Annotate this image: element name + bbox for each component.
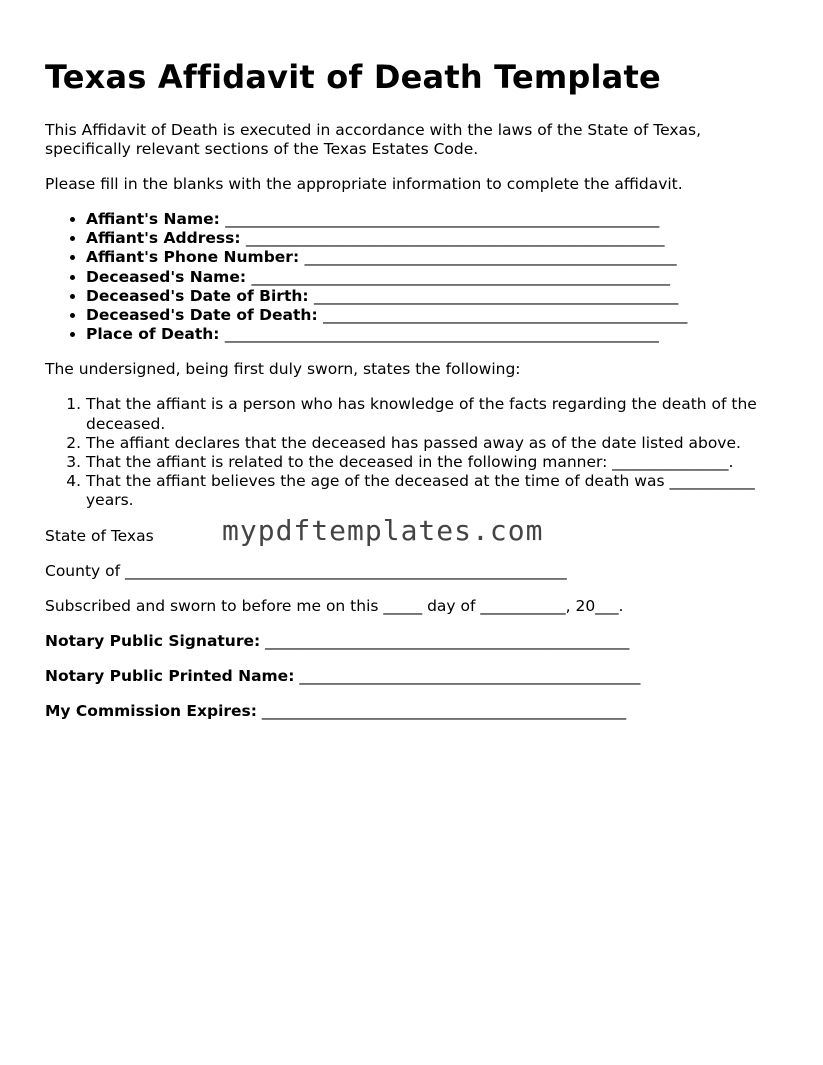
field-deceased-birth-date[interactable] bbox=[86, 287, 785, 306]
field-blank[interactable]: ________________________________________________________ bbox=[225, 210, 660, 228]
state-line bbox=[45, 513, 785, 547]
notary-printed-name-line[interactable] bbox=[45, 667, 785, 686]
field-blank[interactable]: ______________________________________________________ bbox=[251, 267, 670, 286]
field-deceased-death-date[interactable] bbox=[86, 306, 785, 325]
field-label: Deceased's Name: bbox=[86, 267, 247, 286]
field-affiant-name[interactable] bbox=[86, 210, 785, 229]
field-blank[interactable]: _______________________________________________ bbox=[323, 306, 688, 325]
facts-list bbox=[45, 395, 785, 510]
field-blank[interactable]: ________________________________________________________ bbox=[224, 325, 659, 344]
county-line[interactable]: County of _________________________________________________________ bbox=[45, 561, 567, 580]
affidavit-document bbox=[45, 55, 785, 737]
notary-label: Notary Public Printed Name: bbox=[45, 666, 295, 685]
instructions-paragraph: Please fill in the blanks with the appropriate information to complete the affidavit. bbox=[45, 175, 683, 193]
notary-blank[interactable]: _______________________________________________ bbox=[265, 631, 630, 650]
field-label: Affiant's Phone Number: bbox=[86, 248, 300, 267]
fact-item[interactable]: 3. That the affiant is related to the deceased in the following manner: _______________. bbox=[86, 453, 785, 472]
field-label: Deceased's Date of Birth: bbox=[86, 286, 309, 305]
field-label: Place of Death: bbox=[86, 325, 220, 344]
field-label: Affiant's Address: bbox=[86, 229, 241, 248]
field-blank[interactable]: ________________________________________________ bbox=[304, 248, 677, 267]
notary-signature-line[interactable] bbox=[45, 632, 785, 651]
field-deceased-name[interactable] bbox=[86, 268, 785, 287]
watermark: mypdftemplates.com bbox=[222, 513, 544, 547]
commission-expires-line[interactable] bbox=[45, 702, 785, 721]
notary-label: Notary Public Signature: bbox=[45, 631, 261, 650]
subscribed-line[interactable]: Subscribed and sworn to before me on this _____ day of ___________, 20___. bbox=[45, 596, 624, 615]
field-blank[interactable]: _______________________________________________ bbox=[314, 286, 679, 305]
fact-item: 1. That the affiant is a person who has knowledge of the facts regarding the death of the deceased. bbox=[86, 395, 785, 433]
field-label: Deceased's Date of Death: bbox=[86, 306, 318, 325]
state-label: State of Texas bbox=[45, 526, 154, 545]
field-label: Affiant's Name: bbox=[86, 210, 220, 228]
fact-item[interactable]: 4. That the affiant believes the age of the deceased at the time of death was ___________ years. bbox=[86, 472, 785, 510]
fields-list bbox=[45, 210, 785, 344]
field-affiant-address[interactable] bbox=[86, 229, 785, 248]
fact-item: 2. The affiant declares that the deceased has passed away as of the date listed above. bbox=[86, 434, 785, 453]
notary-blank[interactable]: _______________________________________________ bbox=[261, 701, 627, 720]
field-affiant-phone[interactable] bbox=[86, 248, 785, 267]
page-title: Texas Affidavit of Death Template bbox=[45, 58, 661, 96]
intro-paragraph: This Affidavit of Death is executed in accordance with the laws of the State of Texas, specifically relevant sections of the Texas Estates Code. bbox=[45, 121, 702, 158]
field-place-of-death[interactable] bbox=[86, 325, 785, 344]
notary-label: My Commission Expires: bbox=[45, 701, 257, 720]
sworn-statement: The undersigned, being first duly sworn, states the following: bbox=[45, 360, 521, 379]
notary-blank[interactable]: ____________________________________________ bbox=[299, 666, 641, 685]
field-blank[interactable]: ______________________________________________________ bbox=[245, 229, 665, 248]
